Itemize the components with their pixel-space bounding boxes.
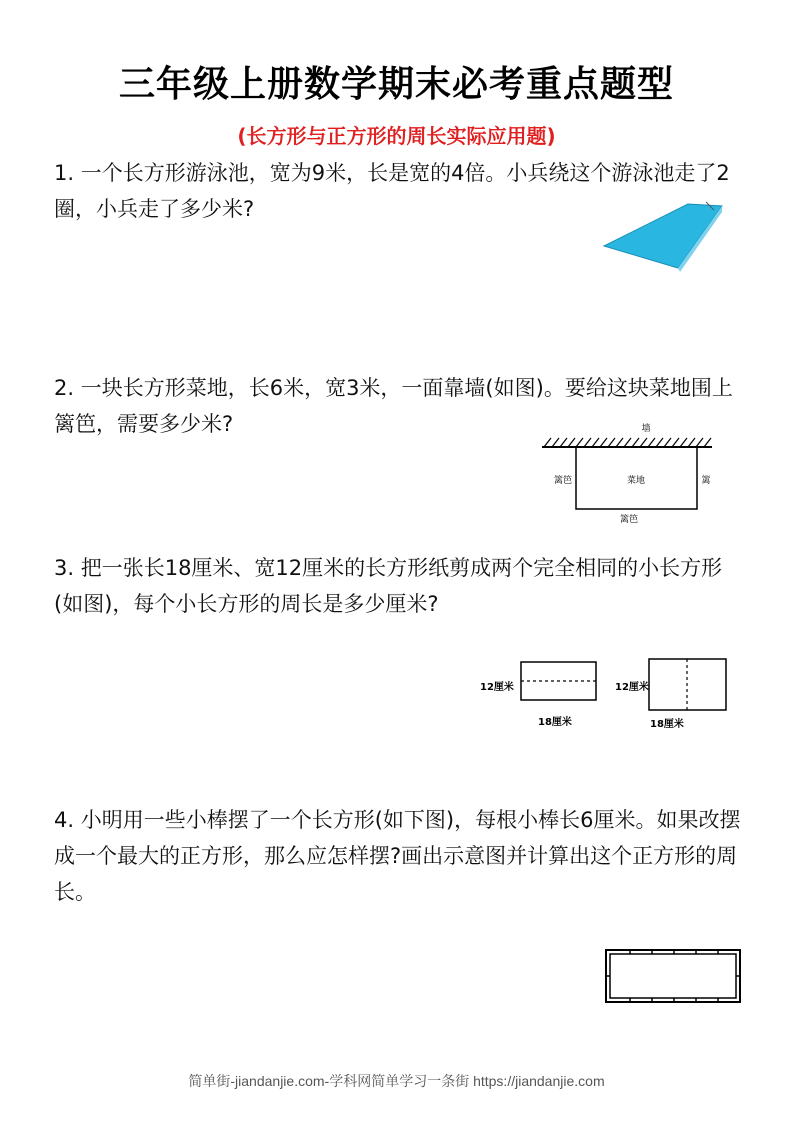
question-1: 1. 一个长方形游泳池，宽为9米，长是宽的4倍。小兵绕这个游泳池走了2圈，小兵走了多少米? [54, 161, 730, 221]
wall-hatching [544, 438, 711, 447]
page-title: 三年级上册数学期末必考重点题型 [118, 64, 674, 105]
question-2: 2. 一块长方形菜地，长6米，宽3米，一面靠墙(如图)。要给这块菜地围上篱笆，需要多少米? [54, 376, 733, 436]
page-subtitle: (长方形与正方形的周长实际应用题) [237, 124, 556, 148]
wall-label: 墙 [641, 424, 651, 434]
stick-joints [606, 950, 740, 1002]
length-label-b: 18厘米 [650, 719, 684, 730]
width-label-b: 12厘米 [615, 682, 649, 693]
length-label-a: 18厘米 [538, 717, 572, 728]
paper-cut-figure [478, 652, 734, 742]
swimming-pool-figure [596, 196, 726, 276]
paper-cut-horizontal [480, 662, 596, 728]
sticks-inner [610, 954, 736, 998]
width-label-a: 12厘米 [480, 682, 514, 693]
page-footer: 简单街-jiandanjie.com-学科网简单学习一条街 https://jiandanjie.com [188, 1073, 605, 1089]
question-3: 3. 把一张长18厘米、宽12厘米的长方形纸剪成两个完全相同的小长方形(如图)，每个小长方形的周长是多少厘米? [54, 556, 723, 616]
vegetable-field-figure [536, 420, 716, 530]
field-label: 菜地 [626, 476, 646, 486]
paper-cut-vertical [615, 659, 726, 730]
fence-bottom-label: 篱笆 [619, 515, 639, 525]
fence-left-label: 篱笆 [553, 476, 573, 486]
sticks-rectangle-figure [600, 944, 746, 1008]
fence-right-label: 篱 [701, 476, 711, 486]
sticks-outer [606, 950, 740, 1002]
question-4: 4. 小明用一些小棒摆了一个长方形(如下图)，每根小棒长6厘米。如果改摆成一个最大的正方形，那么应怎样摆?画出示意图并计算出这个正方形的周长。 [54, 808, 741, 904]
